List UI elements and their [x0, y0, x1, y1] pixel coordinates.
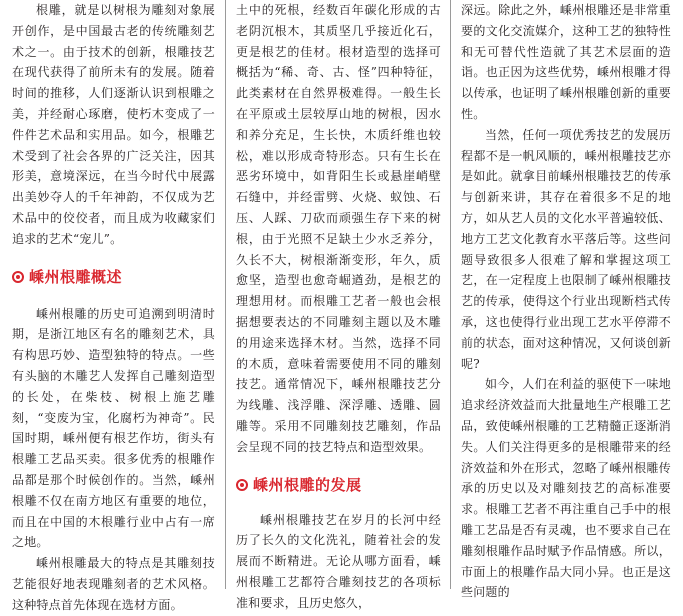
column-right — [461, 0, 671, 600]
target-bullet-icon — [236, 479, 248, 491]
body-paragraph: 如今，人们在利益的驱使下一味地追求经济效益而大批量地生产根雕工艺品，致使嵊州根雕的工艺精髓正逐渐消失。人们关注得更多的是根雕带来的经济效益和外在形式，忽略了嵊州根雕传承的历史以及对雕刻技艺的高标准要求。根雕工艺者不再注重自己手中的根雕工艺品是否有灵魂，也不要求自己在雕刻根雕作品时赋予作品情感。所以，市面上的根雕作品大同小异。也正是这些问题的 — [461, 377, 671, 600]
target-bullet-icon — [12, 271, 24, 283]
section-heading-text: 嵊州根雕的发展 — [253, 476, 362, 495]
section-heading-development — [236, 474, 441, 496]
column-divider — [225, 0, 226, 589]
column-divider — [450, 0, 451, 589]
body-paragraph: 当然，任何一项优秀技艺的发展历程都不是一帆风顺的，嵊州根雕技艺亦是如此。就拿目前嵊州根雕技艺的传承与创新来讲，其存在着很多不足的地方，如从艺人员的文化水平普遍较低、地方工艺文化教育水平落后等。这些问题导致很多人很难了解和掌握这项工艺，在一定程度上也限制了嵊州根雕技艺的传承，使得这个行业出现断档式传承，这也使得行业出现工艺水平停滞不前的状态，面对这种情况，又何谈创新呢? — [461, 127, 671, 371]
body-paragraph: 深远。除此之外，嵊州根雕还是非常重要的文化交流媒介，这种工艺的独特性和无可替代性造就了其艺术层面的造诣。也正因为这些优势，嵊州根雕才得以传承，也证明了嵊州根雕创新的重要性。 — [461, 3, 671, 121]
body-paragraph: 嵊州根雕最大的特点是其雕刻技艺能很好地表现雕刻者的艺术风格。这种特点首先体现在选材方面。 — [12, 556, 215, 612]
section-heading-text: 嵊州根雕概述 — [29, 268, 123, 287]
column-left — [12, 0, 215, 612]
body-paragraph: 嵊州根雕的历史可追溯到明清时期，是浙江地区有名的雕刻艺术，具有构思巧妙、造型独特的特点。一些有头脑的木雕艺人发挥自己雕刻造型的长处，在柴枝、树根上施艺雕刻，“变废为宝，化腐朽为神奇”。民国时期，嵊州便有根艺作坊，街头有根雕工艺品买卖。很多优秀的根雕作品都是那个时候创作的。当然，嵊州根雕不仅在南方地区有重要的地位，而且在中国的木根雕行业中占有一席之地。 — [12, 306, 215, 550]
intro-paragraph: 根雕，就是以树根为雕刻对象展开创作，是中国最古老的传统雕刻艺术之一。由于技术的创新，根雕技艺在现代获得了前所未有的发展。随着时间的推移，人们逐渐认识到根雕之美，并经耐心琢磨，使朽木变成了一件件艺术品和实用品。如今，根雕艺术受到了社会各界的广泛关注，因其形美，意境深远，在当今时代中展露出美妙夺人的千年神韵，不仅成为艺术品中的佼佼者，而且成为收藏家们追求的艺术“宠儿”。 — [12, 3, 215, 246]
body-paragraph: 土中的死根，经数百年碳化形成的古老阴沉根木，其质坚几乎接近化石，更是根艺的佳材。根材造型的选择可概括为“稀、奇、古、怪”四种特征，此类素材在自然界极难得。一般生长在平原或土层较厚山地的树根，因水和养分充足，生长快，木质纤维也较松，难以形成奇特形态。只有生长在恶劣环境中，如背阳生长或悬崖峭壁石缝中，并经雷劈、火烧、蚁蚀、石压、人踩、刀砍而顽强生存下来的树根，由于光照不足缺土少水乏养分，久长不大，树根渐渐变形，年久，质愈坚，造型也愈奇崛遒劲，是根艺的理想用材。而根雕工艺者一般也会根据想要表达的不同雕刻主题以及木雕的用途来选择木材。当然，选择不同的木质，意味着需要使用不同的雕刻技艺。通常情况下，嵊州根雕技艺分为线雕、浅浮雕、深浮雕、透雕、圆雕等。采用不同雕刻技艺雕刻，作品会呈现不同的技艺特点和造型效果。 — [236, 3, 441, 454]
column-middle — [236, 0, 441, 610]
section-heading-overview — [12, 266, 215, 288]
body-paragraph: 嵊州根雕技艺在岁月的长河中经历了长久的文化洗礼，随着社会的发展而不断精进。无论从哪方面看，嵊州根雕工艺都符合雕刻技艺的各项标准和要求，且历史悠久， — [236, 512, 441, 610]
